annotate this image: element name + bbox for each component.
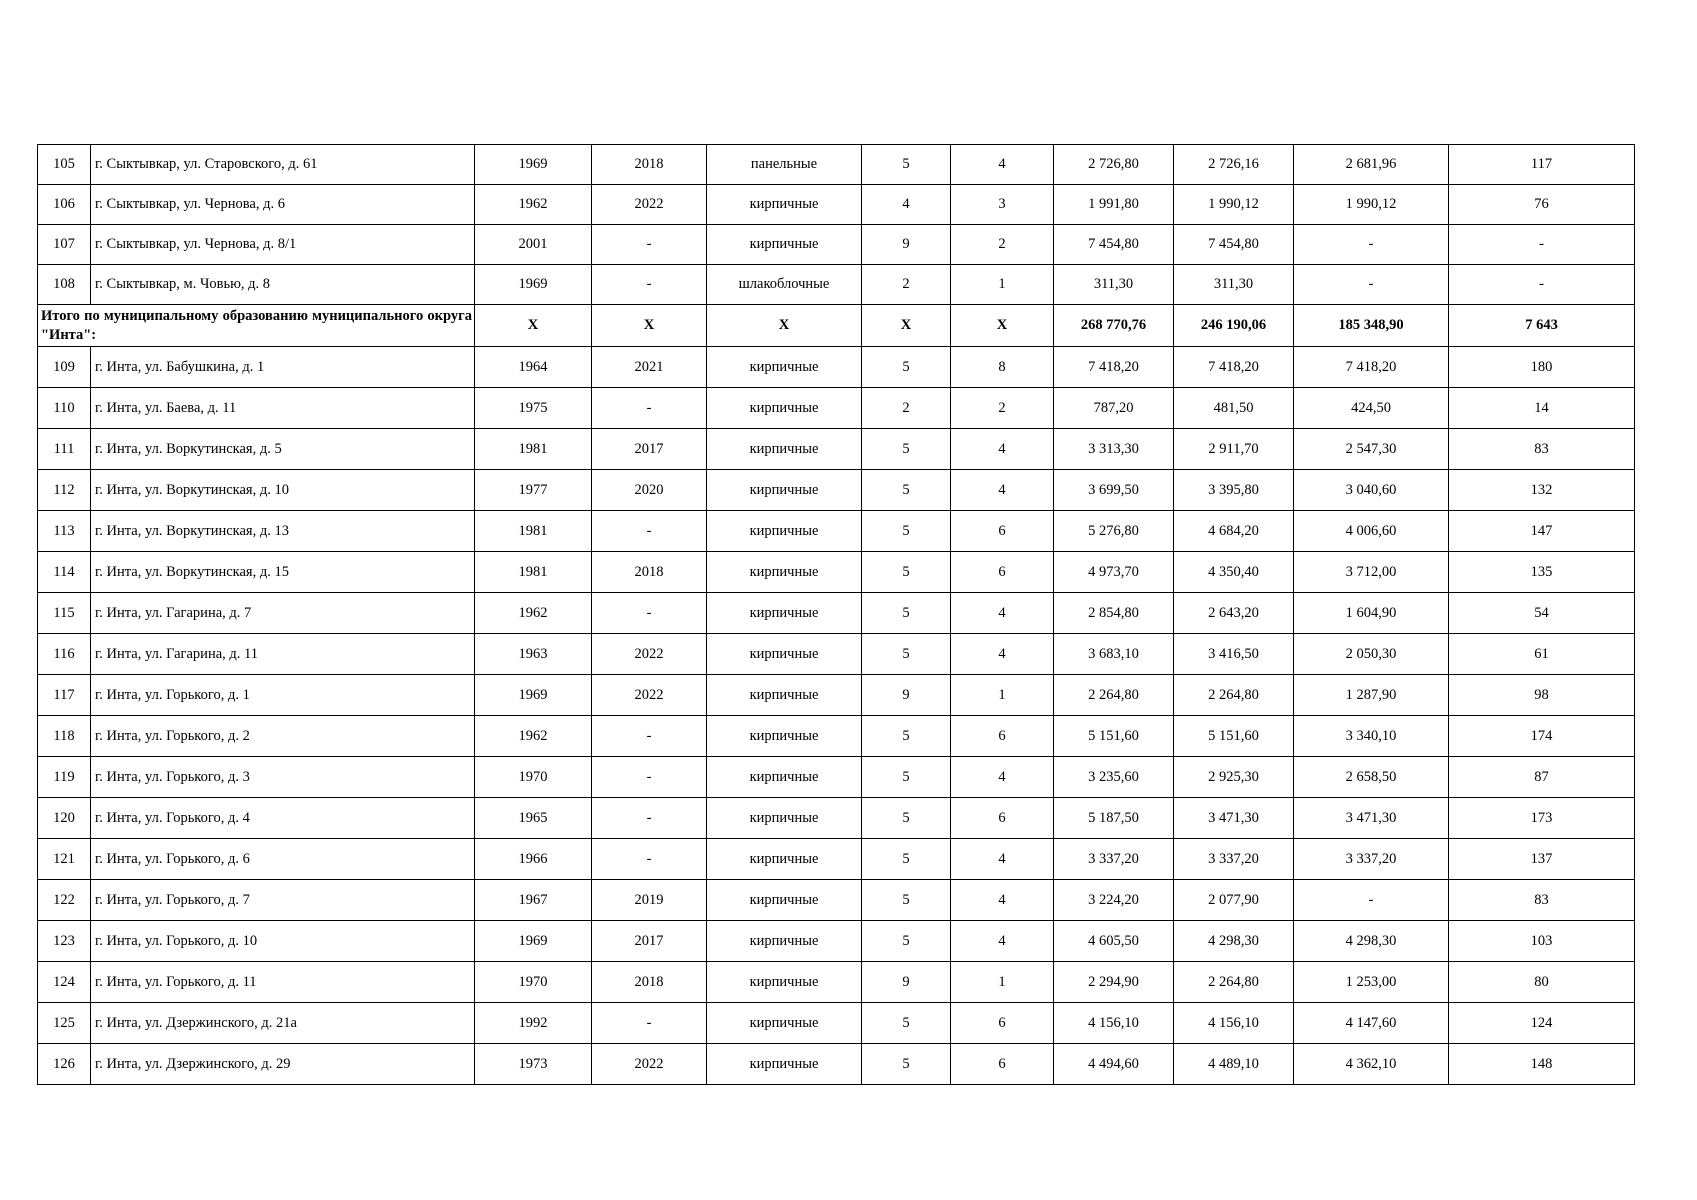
premises-area-cell: 7 418,20 bbox=[1174, 347, 1294, 388]
total-area-cell: 787,20 bbox=[1054, 388, 1174, 429]
year-built-cell: 1963 bbox=[475, 634, 592, 675]
residential-area-cell: 424,50 bbox=[1294, 388, 1449, 429]
year-built-cell: 1964 bbox=[475, 347, 592, 388]
residents-cell: 14 bbox=[1449, 388, 1635, 429]
floors-cell: 9 bbox=[862, 962, 951, 1003]
residents-cell: 180 bbox=[1449, 347, 1635, 388]
year-built-cell: 1969 bbox=[475, 145, 592, 185]
floors-cell: 5 bbox=[862, 470, 951, 511]
floors-cell: 5 bbox=[862, 145, 951, 185]
year-repair-cell: - bbox=[592, 265, 707, 305]
premises-area-cell: 2 077,90 bbox=[1174, 880, 1294, 921]
total-area-cell: 268 770,76 bbox=[1054, 305, 1174, 347]
entrances-cell: 6 bbox=[951, 552, 1054, 593]
total-area-cell: 2 294,90 bbox=[1054, 962, 1174, 1003]
premises-area-cell: 4 350,40 bbox=[1174, 552, 1294, 593]
total-area-cell: 2 726,80 bbox=[1054, 145, 1174, 185]
total-area-cell: 311,30 bbox=[1054, 265, 1174, 305]
total-area-cell: 5 187,50 bbox=[1054, 798, 1174, 839]
address-cell: г. Инта, ул. Горького, д. 4 bbox=[91, 798, 475, 839]
row-number-cell: 120 bbox=[38, 798, 91, 839]
entrances-cell: 4 bbox=[951, 145, 1054, 185]
year-built-cell: 1962 bbox=[475, 593, 592, 634]
wall-material-cell: кирпичные bbox=[707, 962, 862, 1003]
entrances-cell: 6 bbox=[951, 798, 1054, 839]
total-area-cell: 3 683,10 bbox=[1054, 634, 1174, 675]
wall-material-cell: кирпичные bbox=[707, 634, 862, 675]
residents-cell: 87 bbox=[1449, 757, 1635, 798]
table-row bbox=[38, 265, 1635, 305]
address-cell: г. Инта, ул. Дзержинского, д. 29 bbox=[91, 1044, 475, 1085]
premises-area-cell: 2 643,20 bbox=[1174, 593, 1294, 634]
year-built-cell: 2001 bbox=[475, 225, 592, 265]
wall-material-cell: кирпичные bbox=[707, 429, 862, 470]
year-repair-cell: - bbox=[592, 757, 707, 798]
floors-cell: 5 bbox=[862, 429, 951, 470]
entrances-cell: 1 bbox=[951, 675, 1054, 716]
row-number-cell: 112 bbox=[38, 470, 91, 511]
premises-area-cell: 4 684,20 bbox=[1174, 511, 1294, 552]
address-cell: г. Инта, ул. Баева, д. 11 bbox=[91, 388, 475, 429]
year-built-cell: 1973 bbox=[475, 1044, 592, 1085]
year-repair-cell: 2022 bbox=[592, 185, 707, 225]
table-row bbox=[38, 185, 1635, 225]
year-built-cell: 1965 bbox=[475, 798, 592, 839]
year-built-cell: 1981 bbox=[475, 511, 592, 552]
row-number-cell: 122 bbox=[38, 880, 91, 921]
premises-area-cell: 3 337,20 bbox=[1174, 839, 1294, 880]
floors-cell: 2 bbox=[862, 388, 951, 429]
year-built-cell: 1966 bbox=[475, 839, 592, 880]
residential-area-cell: 185 348,90 bbox=[1294, 305, 1449, 347]
row-number-cell: 123 bbox=[38, 921, 91, 962]
table-row bbox=[38, 921, 1635, 962]
residents-cell: 7 643 bbox=[1449, 305, 1635, 347]
wall-material-cell: кирпичные bbox=[707, 552, 862, 593]
row-number-cell: 107 bbox=[38, 225, 91, 265]
entrances-cell: 3 bbox=[951, 185, 1054, 225]
row-number-cell: 125 bbox=[38, 1003, 91, 1044]
residential-area-cell: 4 006,60 bbox=[1294, 511, 1449, 552]
row-number-cell: 118 bbox=[38, 716, 91, 757]
residential-area-cell: 2 681,96 bbox=[1294, 145, 1449, 185]
wall-material-cell: кирпичные bbox=[707, 798, 862, 839]
year-built-cell: 1962 bbox=[475, 716, 592, 757]
residential-area-cell: 1 287,90 bbox=[1294, 675, 1449, 716]
wall-material-cell: кирпичные bbox=[707, 839, 862, 880]
row-number-cell: 114 bbox=[38, 552, 91, 593]
table-row bbox=[38, 757, 1635, 798]
total-area-cell: 4 494,60 bbox=[1054, 1044, 1174, 1085]
total-area-cell: 4 973,70 bbox=[1054, 552, 1174, 593]
wall-material-cell: кирпичные bbox=[707, 921, 862, 962]
year-repair-cell: 2022 bbox=[592, 634, 707, 675]
total-area-cell: 5 151,60 bbox=[1054, 716, 1174, 757]
residents-cell: 80 bbox=[1449, 962, 1635, 1003]
premises-area-cell: 5 151,60 bbox=[1174, 716, 1294, 757]
floors-cell: 5 bbox=[862, 1044, 951, 1085]
residents-cell: 147 bbox=[1449, 511, 1635, 552]
floors-cell: 5 bbox=[862, 1003, 951, 1044]
residential-area-cell: 4 298,30 bbox=[1294, 921, 1449, 962]
address-cell: г. Инта, ул. Воркутинская, д. 5 bbox=[91, 429, 475, 470]
entrances-cell: 4 bbox=[951, 593, 1054, 634]
table-row bbox=[38, 145, 1635, 185]
wall-material-cell: кирпичные bbox=[707, 593, 862, 634]
year-repair-cell: 2020 bbox=[592, 470, 707, 511]
year-repair-cell: 2017 bbox=[592, 429, 707, 470]
year-repair-cell: 2019 bbox=[592, 880, 707, 921]
year-repair-cell: 2018 bbox=[592, 962, 707, 1003]
address-cell: г. Инта, ул. Горького, д. 7 bbox=[91, 880, 475, 921]
year-built-cell: 1970 bbox=[475, 757, 592, 798]
residents-cell: 137 bbox=[1449, 839, 1635, 880]
residents-cell: 117 bbox=[1449, 145, 1635, 185]
address-cell: г. Инта, ул. Бабушкина, д. 1 bbox=[91, 347, 475, 388]
row-number-cell: 110 bbox=[38, 388, 91, 429]
residential-area-cell: 3 337,20 bbox=[1294, 839, 1449, 880]
address-cell: г. Инта, ул. Горького, д. 1 bbox=[91, 675, 475, 716]
residents-cell: 54 bbox=[1449, 593, 1635, 634]
premises-area-cell: 4 298,30 bbox=[1174, 921, 1294, 962]
wall-material-cell: кирпичные bbox=[707, 716, 862, 757]
total-area-cell: 2 854,80 bbox=[1054, 593, 1174, 634]
row-number-cell: 113 bbox=[38, 511, 91, 552]
year-built-cell: 1992 bbox=[475, 1003, 592, 1044]
residential-area-cell: 7 418,20 bbox=[1294, 347, 1449, 388]
residents-cell: 132 bbox=[1449, 470, 1635, 511]
wall-material-cell: шлакоблочные bbox=[707, 265, 862, 305]
premises-area-cell: 2 264,80 bbox=[1174, 675, 1294, 716]
entrances-cell: 2 bbox=[951, 388, 1054, 429]
total-area-cell: 7 418,20 bbox=[1054, 347, 1174, 388]
floors-cell: 9 bbox=[862, 225, 951, 265]
wall-material-cell: кирпичные bbox=[707, 1003, 862, 1044]
floors-cell: 5 bbox=[862, 757, 951, 798]
floors-cell: 2 bbox=[862, 265, 951, 305]
year-repair-cell: - bbox=[592, 511, 707, 552]
year-built-cell: 1969 bbox=[475, 921, 592, 962]
residents-cell: - bbox=[1449, 265, 1635, 305]
row-number-cell: 111 bbox=[38, 429, 91, 470]
residents-cell: - bbox=[1449, 225, 1635, 265]
residential-area-cell: - bbox=[1294, 880, 1449, 921]
year-repair-cell: X bbox=[592, 305, 707, 347]
total-row bbox=[38, 305, 1635, 347]
table-body bbox=[38, 145, 1635, 1085]
table-row bbox=[38, 839, 1635, 880]
residents-cell: 76 bbox=[1449, 185, 1635, 225]
year-built-cell: X bbox=[475, 305, 592, 347]
table-row bbox=[38, 511, 1635, 552]
entrances-cell: 6 bbox=[951, 1003, 1054, 1044]
year-repair-cell: 2018 bbox=[592, 552, 707, 593]
housing-registry-table bbox=[37, 144, 1635, 1085]
premises-area-cell: 3 416,50 bbox=[1174, 634, 1294, 675]
entrances-cell: 4 bbox=[951, 921, 1054, 962]
entrances-cell: 4 bbox=[951, 470, 1054, 511]
year-built-cell: 1967 bbox=[475, 880, 592, 921]
residents-cell: 124 bbox=[1449, 1003, 1635, 1044]
residents-cell: 148 bbox=[1449, 1044, 1635, 1085]
row-number-cell: 119 bbox=[38, 757, 91, 798]
row-number-cell: 105 bbox=[38, 145, 91, 185]
premises-area-cell: 2 264,80 bbox=[1174, 962, 1294, 1003]
wall-material-cell: кирпичные bbox=[707, 470, 862, 511]
floors-cell: 5 bbox=[862, 511, 951, 552]
row-number-cell: 126 bbox=[38, 1044, 91, 1085]
total-area-cell: 3 235,60 bbox=[1054, 757, 1174, 798]
wall-material-cell: панельные bbox=[707, 145, 862, 185]
year-built-cell: 1981 bbox=[475, 429, 592, 470]
address-cell: г. Инта, ул. Горького, д. 11 bbox=[91, 962, 475, 1003]
floors-cell: 5 bbox=[862, 921, 951, 962]
year-built-cell: 1962 bbox=[475, 185, 592, 225]
premises-area-cell: 7 454,80 bbox=[1174, 225, 1294, 265]
residents-cell: 83 bbox=[1449, 429, 1635, 470]
table-row bbox=[38, 798, 1635, 839]
premises-area-cell: 246 190,06 bbox=[1174, 305, 1294, 347]
address-cell: г. Инта, ул. Дзержинского, д. 21а bbox=[91, 1003, 475, 1044]
residential-area-cell: 3 040,60 bbox=[1294, 470, 1449, 511]
row-number-cell: 109 bbox=[38, 347, 91, 388]
year-built-cell: 1969 bbox=[475, 675, 592, 716]
entrances-cell: 4 bbox=[951, 634, 1054, 675]
residential-area-cell: - bbox=[1294, 225, 1449, 265]
floors-cell: 9 bbox=[862, 675, 951, 716]
premises-area-cell: 311,30 bbox=[1174, 265, 1294, 305]
floors-cell: 5 bbox=[862, 716, 951, 757]
residential-area-cell: 2 658,50 bbox=[1294, 757, 1449, 798]
year-built-cell: 1970 bbox=[475, 962, 592, 1003]
table-row bbox=[38, 1003, 1635, 1044]
residential-area-cell: - bbox=[1294, 265, 1449, 305]
total-area-cell: 3 313,30 bbox=[1054, 429, 1174, 470]
wall-material-cell: X bbox=[707, 305, 862, 347]
premises-area-cell: 2 911,70 bbox=[1174, 429, 1294, 470]
entrances-cell: 8 bbox=[951, 347, 1054, 388]
row-number-cell: 124 bbox=[38, 962, 91, 1003]
wall-material-cell: кирпичные bbox=[707, 185, 862, 225]
residential-area-cell: 4 147,60 bbox=[1294, 1003, 1449, 1044]
entrances-cell: 4 bbox=[951, 429, 1054, 470]
wall-material-cell: кирпичные bbox=[707, 511, 862, 552]
total-area-cell: 3 224,20 bbox=[1054, 880, 1174, 921]
entrances-cell: X bbox=[951, 305, 1054, 347]
entrances-cell: 6 bbox=[951, 511, 1054, 552]
entrances-cell: 1 bbox=[951, 962, 1054, 1003]
address-cell: г. Инта, ул. Гагарина, д. 11 bbox=[91, 634, 475, 675]
row-number-cell: 116 bbox=[38, 634, 91, 675]
year-repair-cell: - bbox=[592, 798, 707, 839]
year-repair-cell: - bbox=[592, 1003, 707, 1044]
residential-area-cell: 3 471,30 bbox=[1294, 798, 1449, 839]
floors-cell: X bbox=[862, 305, 951, 347]
table-row bbox=[38, 962, 1635, 1003]
year-repair-cell: - bbox=[592, 225, 707, 265]
total-area-cell: 5 276,80 bbox=[1054, 511, 1174, 552]
year-repair-cell: 2018 bbox=[592, 145, 707, 185]
table-row bbox=[38, 552, 1635, 593]
residential-area-cell: 1 253,00 bbox=[1294, 962, 1449, 1003]
row-number-cell: 106 bbox=[38, 185, 91, 225]
floors-cell: 5 bbox=[862, 552, 951, 593]
residential-area-cell: 2 050,30 bbox=[1294, 634, 1449, 675]
year-repair-cell: - bbox=[592, 593, 707, 634]
floors-cell: 4 bbox=[862, 185, 951, 225]
address-cell: г. Инта, ул. Гагарина, д. 7 bbox=[91, 593, 475, 634]
address-cell: г. Сыктывкар, ул. Чернова, д. 8/1 bbox=[91, 225, 475, 265]
total-area-cell: 1 991,80 bbox=[1054, 185, 1174, 225]
table-row bbox=[38, 593, 1635, 634]
floors-cell: 5 bbox=[862, 880, 951, 921]
table-row bbox=[38, 388, 1635, 429]
table-row bbox=[38, 347, 1635, 388]
address-cell: г. Сыктывкар, ул. Чернова, д. 6 bbox=[91, 185, 475, 225]
table-row bbox=[38, 429, 1635, 470]
year-repair-cell: 2022 bbox=[592, 675, 707, 716]
premises-area-cell: 3 395,80 bbox=[1174, 470, 1294, 511]
total-area-cell: 2 264,80 bbox=[1054, 675, 1174, 716]
premises-area-cell: 3 471,30 bbox=[1174, 798, 1294, 839]
address-cell: г. Инта, ул. Воркутинская, д. 13 bbox=[91, 511, 475, 552]
address-cell: г. Инта, ул. Горького, д. 10 bbox=[91, 921, 475, 962]
year-repair-cell: 2021 bbox=[592, 347, 707, 388]
year-repair-cell: 2022 bbox=[592, 1044, 707, 1085]
total-area-cell: 3 337,20 bbox=[1054, 839, 1174, 880]
total-area-cell: 3 699,50 bbox=[1054, 470, 1174, 511]
address-cell: г. Инта, ул. Воркутинская, д. 10 bbox=[91, 470, 475, 511]
address-cell: г. Сыктывкар, м. Човью, д. 8 bbox=[91, 265, 475, 305]
floors-cell: 5 bbox=[862, 634, 951, 675]
premises-area-cell: 1 990,12 bbox=[1174, 185, 1294, 225]
entrances-cell: 4 bbox=[951, 880, 1054, 921]
residential-area-cell: 3 340,10 bbox=[1294, 716, 1449, 757]
floors-cell: 5 bbox=[862, 347, 951, 388]
wall-material-cell: кирпичные bbox=[707, 388, 862, 429]
total-area-cell: 4 605,50 bbox=[1054, 921, 1174, 962]
table-row bbox=[38, 634, 1635, 675]
year-built-cell: 1981 bbox=[475, 552, 592, 593]
floors-cell: 5 bbox=[862, 798, 951, 839]
premises-area-cell: 2 925,30 bbox=[1174, 757, 1294, 798]
premises-area-cell: 4 156,10 bbox=[1174, 1003, 1294, 1044]
residential-area-cell: 4 362,10 bbox=[1294, 1044, 1449, 1085]
total-area-cell: 7 454,80 bbox=[1054, 225, 1174, 265]
wall-material-cell: кирпичные bbox=[707, 757, 862, 798]
year-built-cell: 1975 bbox=[475, 388, 592, 429]
total-area-cell: 4 156,10 bbox=[1054, 1003, 1174, 1044]
row-number-cell: 117 bbox=[38, 675, 91, 716]
entrances-cell: 6 bbox=[951, 716, 1054, 757]
wall-material-cell: кирпичные bbox=[707, 675, 862, 716]
residential-area-cell: 1 604,90 bbox=[1294, 593, 1449, 634]
table-row bbox=[38, 1044, 1635, 1085]
premises-area-cell: 2 726,16 bbox=[1174, 145, 1294, 185]
entrances-cell: 4 bbox=[951, 839, 1054, 880]
residents-cell: 61 bbox=[1449, 634, 1635, 675]
year-repair-cell: - bbox=[592, 388, 707, 429]
residents-cell: 98 bbox=[1449, 675, 1635, 716]
address-cell: г. Сыктывкар, ул. Старовского, д. 61 bbox=[91, 145, 475, 185]
table-row bbox=[38, 225, 1635, 265]
wall-material-cell: кирпичные bbox=[707, 1044, 862, 1085]
floors-cell: 5 bbox=[862, 839, 951, 880]
residents-cell: 83 bbox=[1449, 880, 1635, 921]
residential-area-cell: 1 990,12 bbox=[1294, 185, 1449, 225]
entrances-cell: 4 bbox=[951, 757, 1054, 798]
year-repair-cell: - bbox=[592, 716, 707, 757]
table-row bbox=[38, 716, 1635, 757]
residents-cell: 135 bbox=[1449, 552, 1635, 593]
year-built-cell: 1977 bbox=[475, 470, 592, 511]
premises-area-cell: 4 489,10 bbox=[1174, 1044, 1294, 1085]
table-row bbox=[38, 880, 1635, 921]
entrances-cell: 1 bbox=[951, 265, 1054, 305]
residential-area-cell: 3 712,00 bbox=[1294, 552, 1449, 593]
address-cell: г. Инта, ул. Воркутинская, д. 15 bbox=[91, 552, 475, 593]
row-number-cell: 108 bbox=[38, 265, 91, 305]
row-number-cell: 121 bbox=[38, 839, 91, 880]
residents-cell: 173 bbox=[1449, 798, 1635, 839]
table-row bbox=[38, 470, 1635, 511]
wall-material-cell: кирпичные bbox=[707, 347, 862, 388]
wall-material-cell: кирпичные bbox=[707, 880, 862, 921]
floors-cell: 5 bbox=[862, 593, 951, 634]
row-number-cell: 115 bbox=[38, 593, 91, 634]
wall-material-cell: кирпичные bbox=[707, 225, 862, 265]
year-repair-cell: 2017 bbox=[592, 921, 707, 962]
residential-area-cell: 2 547,30 bbox=[1294, 429, 1449, 470]
residents-cell: 174 bbox=[1449, 716, 1635, 757]
table-row bbox=[38, 675, 1635, 716]
year-built-cell: 1969 bbox=[475, 265, 592, 305]
total-label: Итого по муниципальному образованию муниципального округа "Инта": bbox=[38, 305, 475, 347]
year-repair-cell: - bbox=[592, 839, 707, 880]
residents-cell: 103 bbox=[1449, 921, 1635, 962]
address-cell: г. Инта, ул. Горького, д. 3 bbox=[91, 757, 475, 798]
entrances-cell: 2 bbox=[951, 225, 1054, 265]
entrances-cell: 6 bbox=[951, 1044, 1054, 1085]
premises-area-cell: 481,50 bbox=[1174, 388, 1294, 429]
address-cell: г. Инта, ул. Горького, д. 6 bbox=[91, 839, 475, 880]
address-cell: г. Инта, ул. Горького, д. 2 bbox=[91, 716, 475, 757]
